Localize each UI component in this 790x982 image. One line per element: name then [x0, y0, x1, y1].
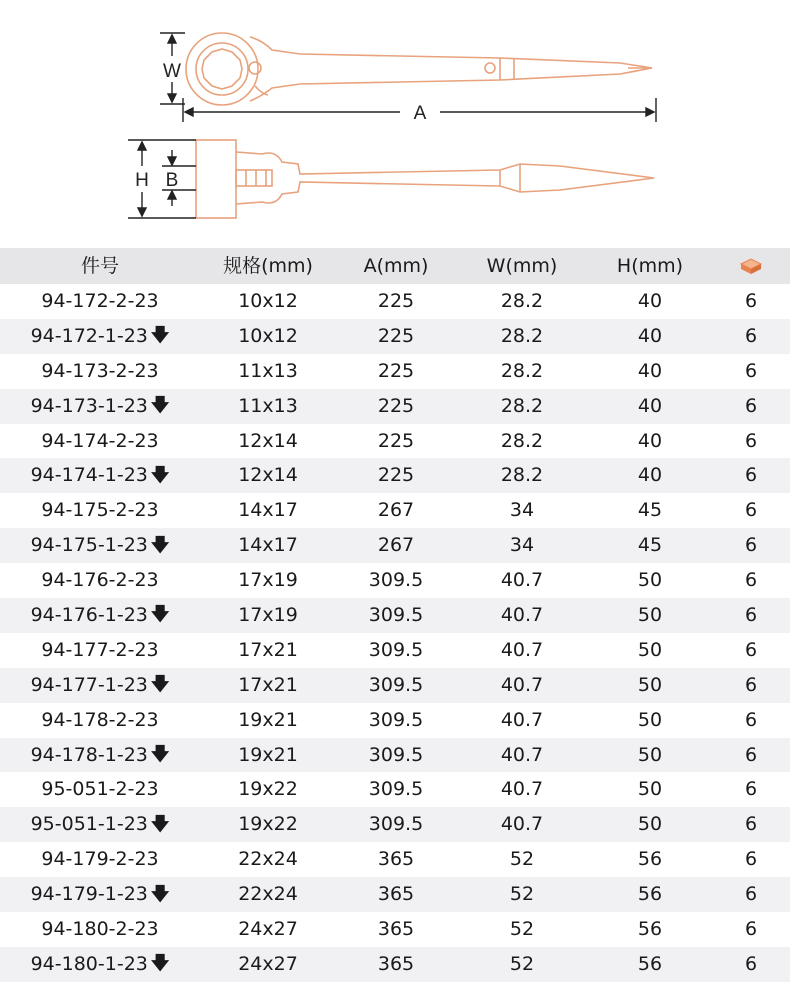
part-number: 94-177-1-23	[30, 673, 148, 696]
cell-box-qty: 6	[744, 289, 758, 312]
cell-h: 40	[637, 289, 663, 312]
cell-a: 309.5	[368, 603, 424, 626]
table-row	[0, 772, 790, 807]
cell-box-qty: 6	[744, 743, 758, 766]
table-row	[0, 912, 790, 947]
cell-spec: 24x27	[238, 952, 298, 975]
cell-h: 50	[637, 708, 663, 731]
cell-part-no	[0, 571, 200, 590]
cell-box-qty: 6	[744, 708, 758, 731]
cell-h: 40	[637, 359, 663, 382]
cell-a: 267	[377, 534, 415, 557]
table-row	[0, 807, 790, 842]
cell-h: 40	[637, 464, 663, 487]
table-row	[0, 458, 790, 493]
down-arrow-icon: 🡇	[150, 395, 170, 417]
cell-w: 28.2	[500, 394, 544, 417]
cell-w: 28.2	[500, 429, 544, 452]
table-row	[0, 703, 790, 738]
cell-spec: 14x17	[238, 499, 298, 522]
cell-a: 309.5	[368, 778, 424, 801]
cell-a: 309.5	[368, 708, 424, 731]
cell-h: 40	[637, 429, 663, 452]
cell-box-qty: 6	[744, 394, 758, 417]
part-number: 94-172-1-23	[30, 324, 148, 347]
cell-spec: 24x27	[238, 917, 298, 940]
header-w: W(mm)	[486, 254, 558, 277]
cell-w: 52	[509, 848, 535, 871]
part-number: 94-176-1-23	[30, 603, 148, 626]
cell-box-qty: 6	[744, 883, 758, 906]
cell-w: 40.7	[500, 603, 544, 626]
wrench-dimension-diagram	[0, 0, 790, 248]
part-number: 95-051-1-23	[30, 813, 148, 836]
cell-a: 309.5	[368, 638, 424, 661]
cell-box-qty: 6	[744, 569, 758, 592]
part-number: 94-179-1-23	[30, 883, 148, 906]
cell-h: 56	[637, 917, 663, 940]
label-a: A	[413, 103, 427, 124]
cell-a: 309.5	[368, 673, 424, 696]
down-arrow-icon: 🡇	[150, 883, 170, 905]
box-icon	[739, 257, 763, 275]
header-part-no: 件号	[80, 254, 119, 277]
wrench-top-view	[186, 33, 652, 105]
down-arrow-icon: 🡇	[150, 325, 170, 347]
cell-w: 34	[509, 534, 535, 557]
header-h: H(mm)	[616, 254, 684, 277]
table-row	[0, 528, 790, 563]
cell-w: 40.7	[500, 673, 544, 696]
cell-h: 50	[637, 778, 663, 801]
table-row	[0, 633, 790, 668]
down-arrow-icon: 🡇	[150, 464, 170, 486]
cell-spec: 17x21	[238, 673, 298, 696]
cell-box-qty: 6	[744, 324, 758, 347]
cell-part-no	[0, 952, 200, 975]
cell-a: 365	[377, 952, 415, 975]
cell-a: 309.5	[368, 813, 424, 836]
cell-part-no	[0, 466, 200, 485]
cell-part-no	[0, 708, 200, 731]
cell-part-no	[0, 780, 200, 799]
down-arrow-icon: 🡇	[150, 744, 170, 766]
down-arrow-icon: 🡇	[150, 953, 170, 975]
cell-h: 40	[637, 394, 663, 417]
table-row	[0, 389, 790, 424]
cell-box-qty: 6	[744, 917, 758, 940]
cell-spec: 19x21	[238, 743, 298, 766]
cell-spec: 12x14	[238, 464, 298, 487]
table-row	[0, 284, 790, 319]
cell-part-no	[0, 815, 200, 834]
cell-part-no	[0, 638, 200, 661]
cell-spec: 12x14	[238, 429, 298, 452]
part-number: 94-174-2-23	[41, 429, 159, 452]
header-spec: 规格(mm)	[223, 254, 313, 277]
cell-a: 225	[377, 429, 415, 452]
cell-w: 52	[509, 883, 535, 906]
cell-a: 225	[377, 464, 415, 487]
part-number: 94-177-2-23	[41, 638, 159, 661]
cell-box-qty: 6	[744, 673, 758, 696]
wrench-drawing	[0, 0, 790, 248]
table-row	[0, 598, 790, 633]
cell-part-no	[0, 501, 200, 520]
cell-spec: 22x24	[238, 883, 298, 906]
cell-spec: 17x19	[238, 569, 298, 592]
cell-w: 40.7	[500, 708, 544, 731]
table-row	[0, 493, 790, 528]
cell-h: 50	[637, 638, 663, 661]
cell-spec: 11x13	[238, 394, 298, 417]
cell-part-no	[0, 850, 200, 869]
cell-h: 50	[637, 673, 663, 696]
cell-w: 40.7	[500, 569, 544, 592]
cell-w: 40.7	[500, 743, 544, 766]
table-row	[0, 738, 790, 773]
wrench-side-view	[196, 140, 654, 218]
table-row	[0, 354, 790, 389]
label-w: W	[163, 61, 181, 82]
part-number: 94-174-1-23	[30, 464, 148, 487]
cell-w: 52	[509, 952, 535, 975]
cell-a: 365	[377, 917, 415, 940]
cell-box-qty: 6	[744, 359, 758, 382]
cell-spec: 10x12	[238, 289, 298, 312]
down-arrow-icon: 🡇	[150, 813, 170, 835]
down-arrow-icon: 🡇	[150, 534, 170, 556]
part-number: 94-173-1-23	[30, 394, 148, 417]
cell-part-no	[0, 429, 200, 452]
cell-h: 50	[637, 603, 663, 626]
cell-h: 50	[637, 569, 663, 592]
cell-box-qty: 6	[744, 778, 758, 801]
table-row	[0, 563, 790, 598]
part-number: 94-180-2-23	[41, 917, 159, 940]
table-row	[0, 877, 790, 912]
cell-box-qty: 6	[744, 499, 758, 522]
part-number: 94-175-2-23	[41, 499, 159, 522]
cell-a: 225	[377, 359, 415, 382]
cell-a: 225	[377, 289, 415, 312]
cell-w: 28.2	[500, 289, 544, 312]
part-number: 94-178-1-23	[30, 743, 148, 766]
part-number: 94-175-1-23	[30, 534, 148, 557]
cell-box-qty: 6	[744, 429, 758, 452]
cell-a: 225	[377, 394, 415, 417]
cell-h: 50	[637, 743, 663, 766]
cell-part-no	[0, 885, 200, 904]
cell-a: 225	[377, 324, 415, 347]
cell-w: 40.7	[500, 638, 544, 661]
down-arrow-icon: 🡇	[150, 674, 170, 696]
cell-part-no	[0, 603, 200, 626]
cell-spec: 19x21	[238, 708, 298, 731]
part-number: 95-051-2-23	[41, 778, 159, 801]
table-row	[0, 947, 790, 982]
cell-h: 40	[637, 324, 663, 347]
cell-spec: 10x12	[238, 324, 298, 347]
cell-box-qty: 6	[744, 848, 758, 871]
cell-part-no	[0, 673, 200, 696]
part-number: 94-176-2-23	[41, 569, 159, 592]
cell-h: 56	[637, 952, 663, 975]
cell-h: 45	[637, 534, 663, 557]
down-arrow-icon: 🡇	[150, 604, 170, 626]
cell-spec: 19x22	[238, 813, 298, 836]
cell-spec: 17x21	[238, 638, 298, 661]
cell-part-no	[0, 324, 200, 347]
table-header-row	[0, 248, 790, 284]
cell-a: 267	[377, 499, 415, 522]
part-number: 94-180-1-23	[30, 952, 148, 975]
cell-w: 34	[509, 499, 535, 522]
cell-spec: 11x13	[238, 359, 298, 382]
cell-part-no	[0, 536, 200, 555]
table-row	[0, 319, 790, 354]
cell-box-qty: 6	[744, 464, 758, 487]
cell-h: 50	[637, 813, 663, 836]
cell-spec: 17x19	[238, 603, 298, 626]
table-row	[0, 842, 790, 877]
cell-w: 40.7	[500, 778, 544, 801]
part-number: 94-173-2-23	[41, 359, 159, 382]
cell-box-qty: 6	[744, 638, 758, 661]
cell-a: 365	[377, 883, 415, 906]
table-row	[0, 424, 790, 459]
cell-h: 56	[637, 883, 663, 906]
spec-table	[0, 248, 790, 982]
cell-part-no	[0, 394, 200, 417]
part-number: 94-179-2-23	[41, 848, 159, 871]
cell-h: 56	[637, 848, 663, 871]
label-h: H	[135, 170, 149, 191]
part-number: 94-172-2-23	[41, 289, 159, 312]
cell-w: 40.7	[500, 813, 544, 836]
cell-part-no	[0, 289, 200, 312]
table-row	[0, 668, 790, 703]
cell-part-no	[0, 743, 200, 766]
cell-a: 309.5	[368, 569, 424, 592]
header-box-qty	[712, 257, 790, 276]
cell-box-qty: 6	[744, 534, 758, 557]
table-body	[0, 284, 790, 982]
cell-spec: 19x22	[238, 778, 298, 801]
cell-w: 52	[509, 917, 535, 940]
cell-spec: 22x24	[238, 848, 298, 871]
part-number: 94-178-2-23	[41, 708, 159, 731]
cell-box-qty: 6	[744, 603, 758, 626]
cell-box-qty: 6	[744, 813, 758, 836]
cell-part-no	[0, 359, 200, 382]
cell-spec: 14x17	[238, 534, 298, 557]
cell-part-no	[0, 917, 200, 940]
cell-a: 365	[377, 848, 415, 871]
cell-a: 309.5	[368, 743, 424, 766]
cell-box-qty: 6	[744, 952, 758, 975]
cell-h: 45	[637, 499, 663, 522]
cell-w: 28.2	[500, 324, 544, 347]
cell-w: 28.2	[500, 464, 544, 487]
cell-w: 28.2	[500, 359, 544, 382]
label-b: B	[165, 170, 179, 191]
header-a: A(mm)	[363, 254, 429, 277]
